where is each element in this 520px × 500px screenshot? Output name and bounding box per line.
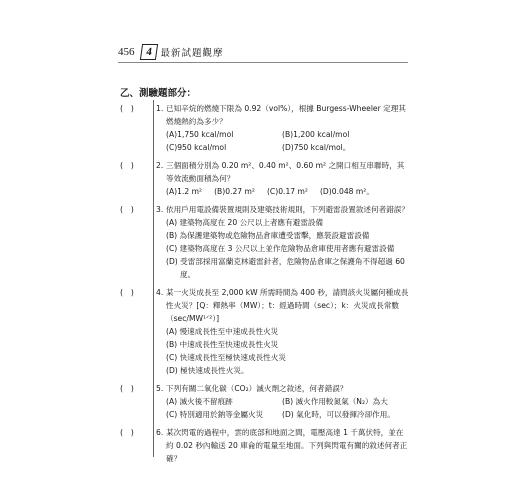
options [166, 325, 410, 377]
answer-blank[interactable]: ( ) [120, 161, 134, 170]
option-d[interactable]: (D) 極快速成長性火災。 [166, 366, 249, 375]
question-list [120, 102, 410, 470]
question-number: 4. [156, 288, 164, 297]
option-b[interactable]: (B) 中速成長性至快速成長性火災 [166, 340, 279, 349]
option-b[interactable]: (B)0.27 m² [214, 187, 255, 196]
question-text: 下列有關二氧化碳（CO₂）滅火劑之敘述，何者錯誤？ [166, 384, 348, 393]
page-header [118, 44, 224, 60]
question-number: 1. [156, 104, 164, 113]
option-d[interactable]: (D) 受雷部採用富蘭克林避雷針者，危險物品倉庫之保護角不得超過 60 度。 [166, 257, 405, 279]
section-title: 乙、測驗題部分： [120, 88, 197, 99]
option-d[interactable]: (D)750 kcal/mol。 [282, 143, 351, 152]
question-number: 3. [156, 205, 164, 214]
option-c[interactable]: (C)950 kcal/mol [166, 143, 227, 152]
options [166, 128, 410, 154]
answer-blank[interactable]: ( ) [120, 384, 134, 393]
question-text: 依用戶用電設備裝置規則及建築技術規則，下列避雷設置敘述何者錯誤？ [166, 205, 409, 214]
option-d[interactable]: (D) 氣化時，可以發揮冷卻作用。 [282, 410, 395, 419]
options [166, 185, 410, 198]
options [166, 395, 410, 421]
question-number: 2. [156, 161, 164, 170]
book-title: 最新試題觀摩 [160, 48, 224, 59]
answer-blank[interactable]: ( ) [120, 428, 134, 437]
question-2 [120, 159, 410, 198]
question-text: 三個面積分別為 0.20 m²、0.40 m²、0.60 m² 之開口相互串聯時，其等效流動面積為何？ [166, 161, 405, 183]
option-b[interactable]: (B)1,200 kcal/mol [282, 130, 350, 139]
question-text: 某一火災成長至 2,000 kW 所需時間為 400 秒，請問該火災屬何種成長性火災？[Q：釋熱率（MW）；t：經過時間（sec）；k：火災成長常數（sec/MW¹ᐟ²）] [166, 288, 409, 323]
option-a[interactable]: (A)1.2 m² [166, 187, 203, 196]
option-d[interactable]: (D)0.048 m²。 [319, 187, 374, 196]
option-a[interactable]: (A) 滅火後不留痕跡 [166, 397, 233, 406]
question-6 [120, 426, 410, 465]
option-c[interactable]: (C)0.17 m² [266, 187, 308, 196]
question-1 [120, 102, 410, 154]
option-a[interactable]: (A) 建築物高度在 20 公尺以上者應有避雷設備 [166, 218, 324, 227]
option-a[interactable]: (A)1,750 kcal/mol [166, 130, 234, 139]
page-number: 456 [118, 46, 135, 58]
answer-blank[interactable]: ( ) [120, 288, 134, 297]
question-3 [120, 203, 410, 281]
header-rule [118, 62, 408, 63]
answer-blank[interactable]: ( ) [120, 104, 134, 113]
question-5 [120, 382, 410, 421]
question-text: 某次閃電的過程中，雲的底部和地面之間，電壓高達 1 千萬伏特，並在約 0.02 秒內輸送 20 庫侖的電量至地面。下列與閃電有關的敘述何者正確？ [166, 428, 408, 463]
option-a[interactable]: (A) 慢速成長性至中速成長性火災 [166, 327, 279, 336]
question-number: 5. [156, 384, 164, 393]
option-c[interactable]: (C) 快速成長性至極快速成長性火災 [166, 353, 286, 362]
question-number: 6. [156, 428, 164, 437]
option-c[interactable]: (C) 特別適用於鈉等金屬火災 [166, 410, 264, 419]
answer-blank[interactable]: ( ) [120, 205, 134, 214]
question-text: 已知辛烷的燃燒下限為 0.92（vol%），根據 Burgess-Wheeler 定理其燃燒熱約為多少？ [166, 104, 406, 126]
option-b[interactable]: (B) 滅火作用較氮氣（N₂）為大 [282, 397, 388, 406]
options [166, 216, 410, 281]
option-b[interactable]: (B) 為保護建築物或危險物品倉庫遭受雷擊，應裝設避雷設備 [166, 231, 370, 240]
book-logo-icon: 4 [139, 44, 157, 60]
option-c[interactable]: (C) 建築物高度在 3 公尺以上並作危險物品倉庫使用者應有避雷設備 [166, 244, 395, 253]
question-4 [120, 286, 410, 377]
